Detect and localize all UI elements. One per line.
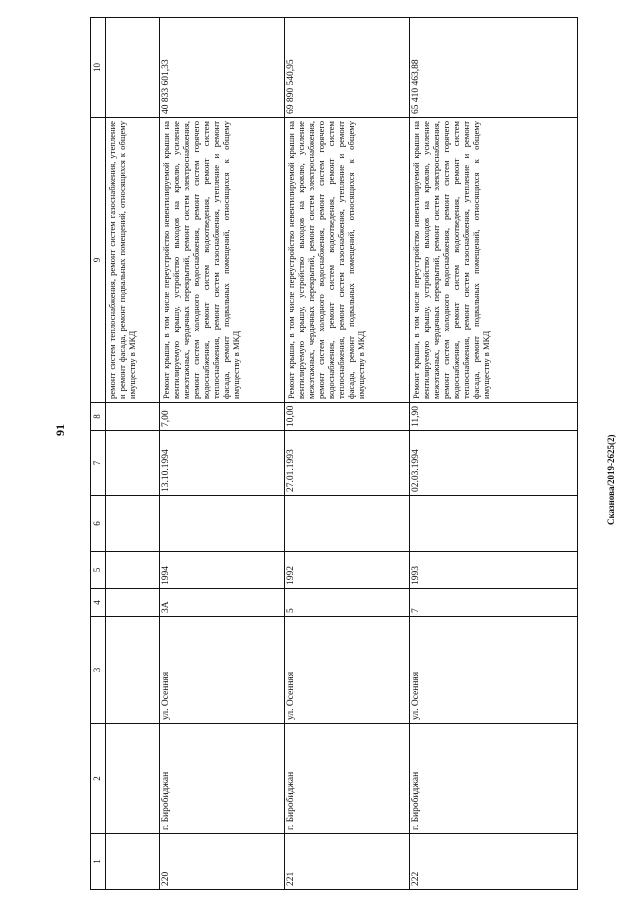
header-row [91,18,106,890]
house-cell: 5 [285,589,410,617]
work-list-cell: Ремонт крыши, в том числе переустройство невентилируемой крыши на вентилируемую крышу, устройство выходов на кровлю, усиление межэтажных, чердачных перекрытий, ремонт систем электроснабжения, ремонт систем холодного водоснабжения, ремонт систем горячего водоснабжения, ремонт систем водоотведения, ремонт систем теплоснабжения, ремонт систем газоснабжения, утепление и ремонт фасада, ремонт подвальных помещений, относящихся к общему имуществу в МКД [160,118,285,403]
cost-cell: 65 410 463,88 [410,18,578,118]
row-number: 221 [285,834,410,890]
row-number: 222 [410,834,578,890]
wear-cell: 11,90 [410,403,578,431]
table-cell [106,496,160,552]
cost-cell: 69 890 540,95 [285,18,410,118]
table-cell [106,552,160,589]
header-col-8: 8 [91,403,106,431]
table-cell [106,403,160,431]
date-cell: 13.10.1994 [160,431,285,496]
col6-cell [285,496,410,552]
header-col-5: 5 [91,552,106,589]
cost-cell: 40 833 601,33 [160,18,285,118]
table-cell [106,834,160,890]
city-cell: г. Биробиджан [160,724,285,834]
year-cell: 1994 [160,552,285,589]
page-number: 91 [53,424,67,436]
table-row [160,18,285,890]
header-col-1: 1 [91,834,106,890]
table-cell [106,589,160,617]
row-number: 220 [160,834,285,890]
repair-program-table [90,17,578,890]
house-cell: 7 [410,589,578,617]
table-cell [106,724,160,834]
header-col-7: 7 [91,431,106,496]
header-col-4: 4 [91,589,106,617]
house-cell: 3А [160,589,285,617]
col6-cell [160,496,285,552]
header-col-2: 2 [91,724,106,834]
continuation-work-text: ремонт систем теплоснабжения, ремонт систем газоснабжения, утепление и ремонт фасада, ремонт подвальных помещений, относящихся к общему имуществу в МКД [106,118,160,403]
header-col-6: 6 [91,496,106,552]
street-cell: ул. Осенняя [410,617,578,724]
table-row [285,18,410,890]
table-cell [106,617,160,724]
header-col-10: 10 [91,18,106,118]
date-cell: 02.03.1994 [410,431,578,496]
rotated-table-area [90,18,578,890]
rotated-table-wrapper [90,18,578,890]
table-cell [106,431,160,496]
work-list-cell: Ремонт крыши, в том числе переустройство невентилируемой крыши на вентилируемую крышу, устройство выходов на кровлю, усиление межэтажных, чердачных перекрытий, ремонт систем электроснабжения, ремонт систем холодного водоснабжения, ремонт систем горячего водоснабжения, ремонт систем водоотведения, ремонт систем теплоснабжения, ремонт систем газоснабжения, утепление и ремонт фасада, ремонт подвальных помещений, относящихся к общему имуществу в МКД [410,118,578,403]
street-cell: ул. Осенняя [285,617,410,724]
year-cell: 1992 [285,552,410,589]
city-cell: г. Биробиджан [410,724,578,834]
city-cell: г. Биробиджан [285,724,410,834]
continuation-row [106,18,160,890]
table-cell [106,18,160,118]
wear-cell: 7,00 [160,403,285,431]
header-col-9: 9 [91,118,106,403]
year-cell: 1993 [410,552,578,589]
document-reference-note: Сказнова/2019-2625(2) [606,434,616,525]
table-row [410,18,578,890]
street-cell: ул. Осенняя [160,617,285,724]
date-cell: 27.01.1993 [285,431,410,496]
col6-cell [410,496,578,552]
work-list-cell: Ремонт крыши, в том числе переустройство невентилируемой крыши на вентилируемую крышу, устройство выходов на кровлю, усиление межэтажных, чердачных перекрытий, ремонт систем электроснабжения, ремонт систем холодного водоснабжения, ремонт систем горячего водоснабжения, ремонт систем водоотведения, ремонт систем теплоснабжения, ремонт систем газоснабжения, утепление и ремонт фасада, ремонт подвальных помещений, относящихся к общему имуществу в МКД [285,118,410,403]
header-col-3: 3 [91,617,106,724]
wear-cell: 10,00 [285,403,410,431]
